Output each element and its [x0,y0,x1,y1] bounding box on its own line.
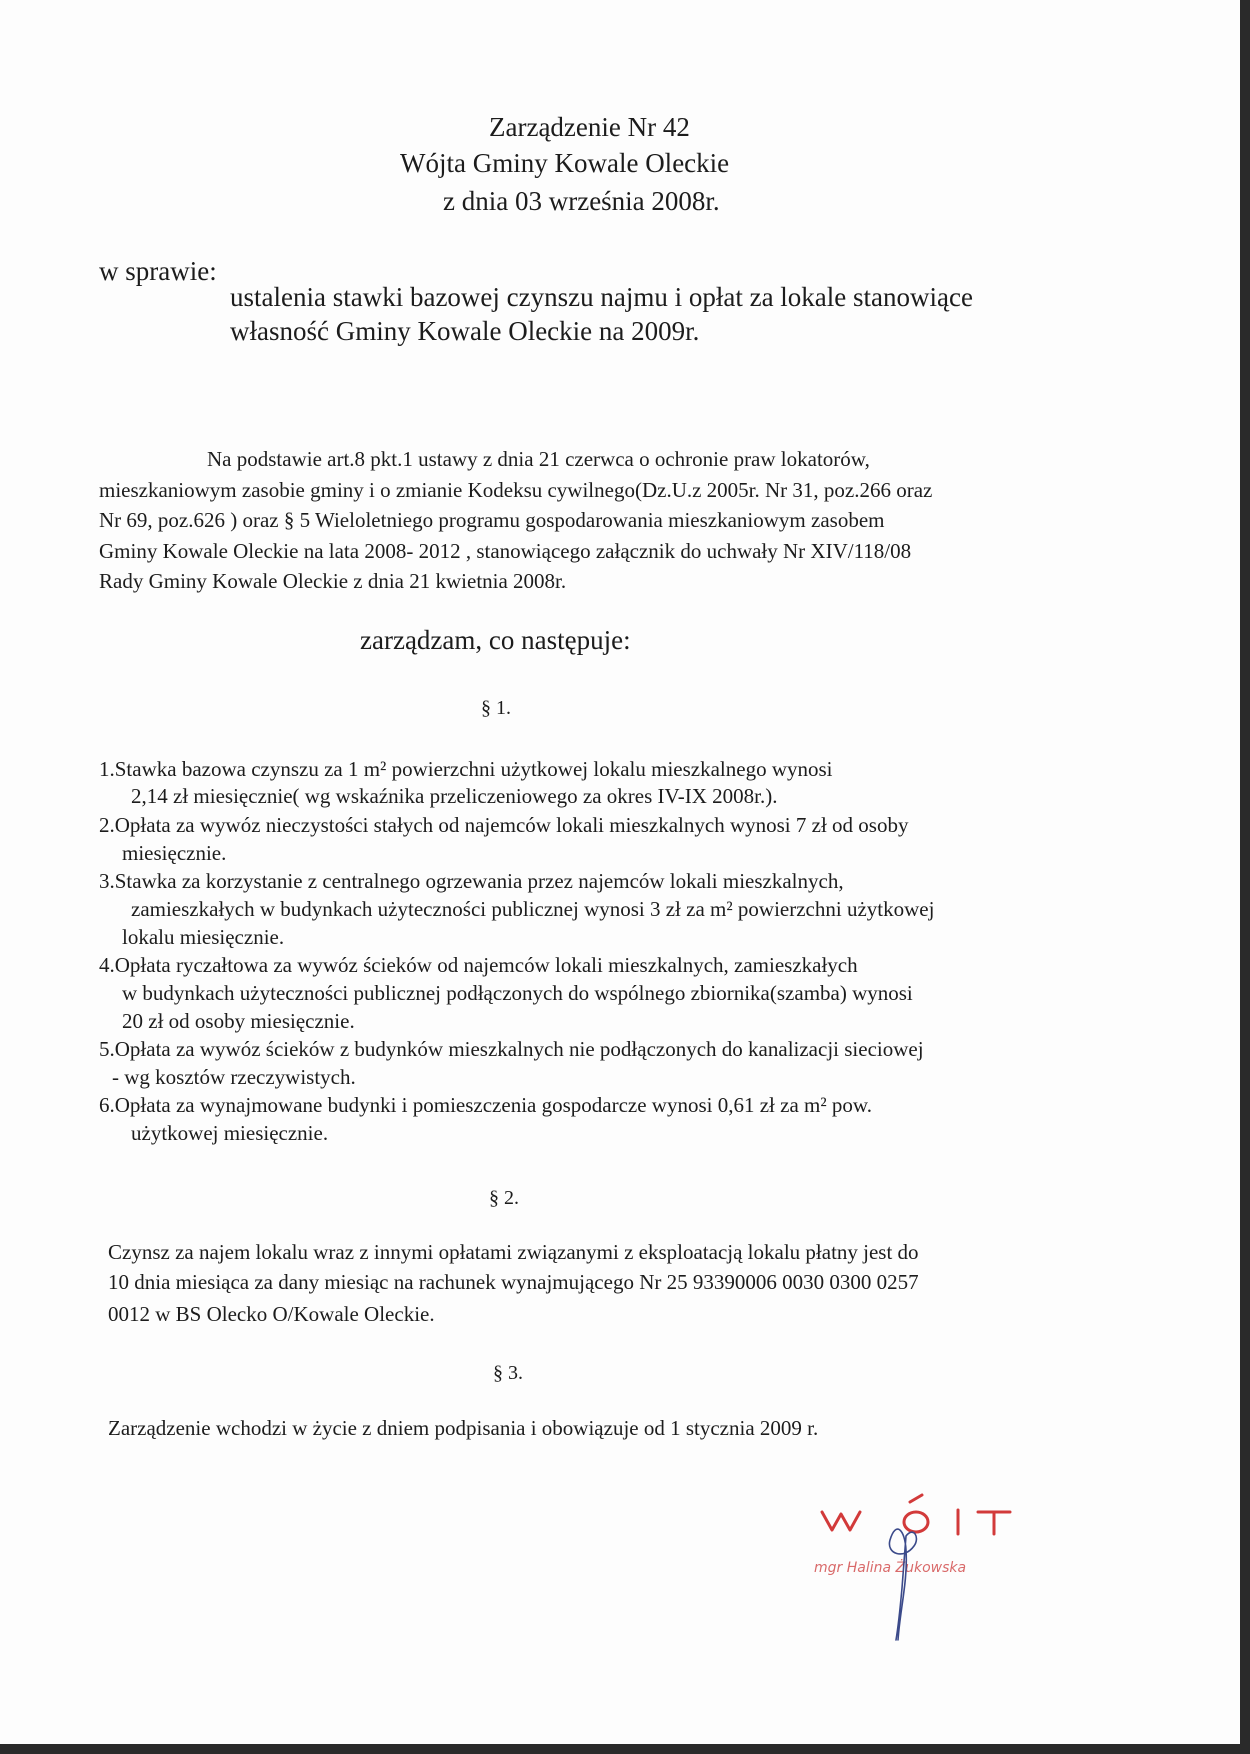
section-1-line: 4.Opłata ryczałtowa za wywóz ścieków od najemców lokali mieszkalnych, zamieszkałych [99,953,858,977]
preamble-line: Rady Gminy Kowale Oleckie z dnia 21 kwietnia 2008r. [99,569,567,593]
section-1-line: 20 zł od osoby miesięcznie. [122,1009,355,1033]
section-2-line: Czynsz za najem lokalu wraz z innymi opłatami związanymi z eksploatacją lokalu płatny jest do [108,1240,919,1264]
section-1-line: 2.Opłata za wywóz nieczystości stałych od najemców lokali mieszkalnych wynosi 7 zł od osoby [99,813,909,837]
section-3-text: Zarządzenie wchodzi w życie z dniem podpisania i obowiązuje od 1 stycznia 2009 r. [108,1416,819,1440]
section-1-line: 6.Opłata za wynajmowane budynki i pomieszczenia gospodarcze wynosi 0,61 zł za m² pow. [99,1093,872,1117]
stamp-name-mark: mgr Halina Żukowska [814,1560,967,1576]
section-3-heading: § 3. [493,1362,523,1384]
section-1-line: zamieszkałych w budynkach użyteczności publicznej wynosi 3 zł za m² powierzchni użytkowej [131,897,935,921]
preamble-line: Na podstawie art.8 pkt.1 ustawy z dnia 21 czerwca o ochronie praw lokatorów, [207,447,870,471]
date-line: z dnia 03 września 2008r. [443,186,720,216]
section-1-line: - wg kosztów rzeczywistych. [112,1065,356,1089]
scan-border-right [1240,0,1250,1754]
document-title: Zarządzenie Nr 42 [489,112,690,142]
section-1-line: lokalu miesięcznie. [122,925,285,949]
signature-mark [889,1529,916,1640]
section-1-line: 1.Stawka bazowa czynszu za 1 m² powierzchni użytkowej lokalu mieszkalnego wynosi [99,757,833,781]
section-1-line: użytkowej miesięcznie. [131,1121,329,1145]
subject-label: w sprawie: [99,256,217,286]
scan-border-bottom [0,1744,1250,1754]
section-1-line: 2,14 zł miesięcznie( wg wskaźnika przeliczeniowego za okres IV-IX 2008r.). [131,784,778,808]
preamble-line: Nr 69, poz.626 ) oraz § 5 Wieloletniego programu gospodarowania mieszkaniowym zasobem [99,508,885,532]
issuer-line: Wójta Gminy Kowale Oleckie [400,148,730,178]
mayor-stamp-signature [810,1490,1050,1650]
section-2-line: 10 dnia miesiąca za dany miesiąc na rachunek wynajmującego Nr 25 93390006 0030 0300 0257 [108,1270,919,1294]
section-1-heading: § 1. [481,697,511,719]
section-1-line: 5.Opłata za wywóz ścieków z budynków mieszkalnych nie podłączonych do kanalizacji sieciowej [99,1037,924,1061]
preamble-line: mieszkaniowym zasobie gminy i o zmianie Kodeksu cywilnego(Dz.U.z 2005r. Nr 31, poz.266 oraz [99,478,933,502]
stamp-title-mark [822,1495,1010,1534]
section-1-line: w budynkach użyteczności publicznej podłączonych do wspólnego zbiornika(szamba) wynosi [122,981,913,1005]
section-2-heading: § 2. [489,1187,519,1209]
subject-line-1: ustalenia stawki bazowej czynszu najmu i opłat za lokale stanowiące [230,282,973,312]
subject-line-2: własność Gminy Kowale Oleckie na 2009r. [230,316,700,346]
section-1-line: 3.Stawka za korzystanie z centralnego ogrzewania przez najemców lokali mieszkalnych, [99,869,844,893]
section-2-line: 0012 w BS Olecko O/Kowale Oleckie. [108,1302,435,1326]
preamble-line: Gminy Kowale Oleckie na lata 2008- 2012 , stanowiącego załącznik do uchwały Nr XIV/118/08 [99,539,912,563]
decree-line: zarządzam, co następuje: [360,625,631,655]
section-1-line: miesięcznie. [122,841,227,865]
